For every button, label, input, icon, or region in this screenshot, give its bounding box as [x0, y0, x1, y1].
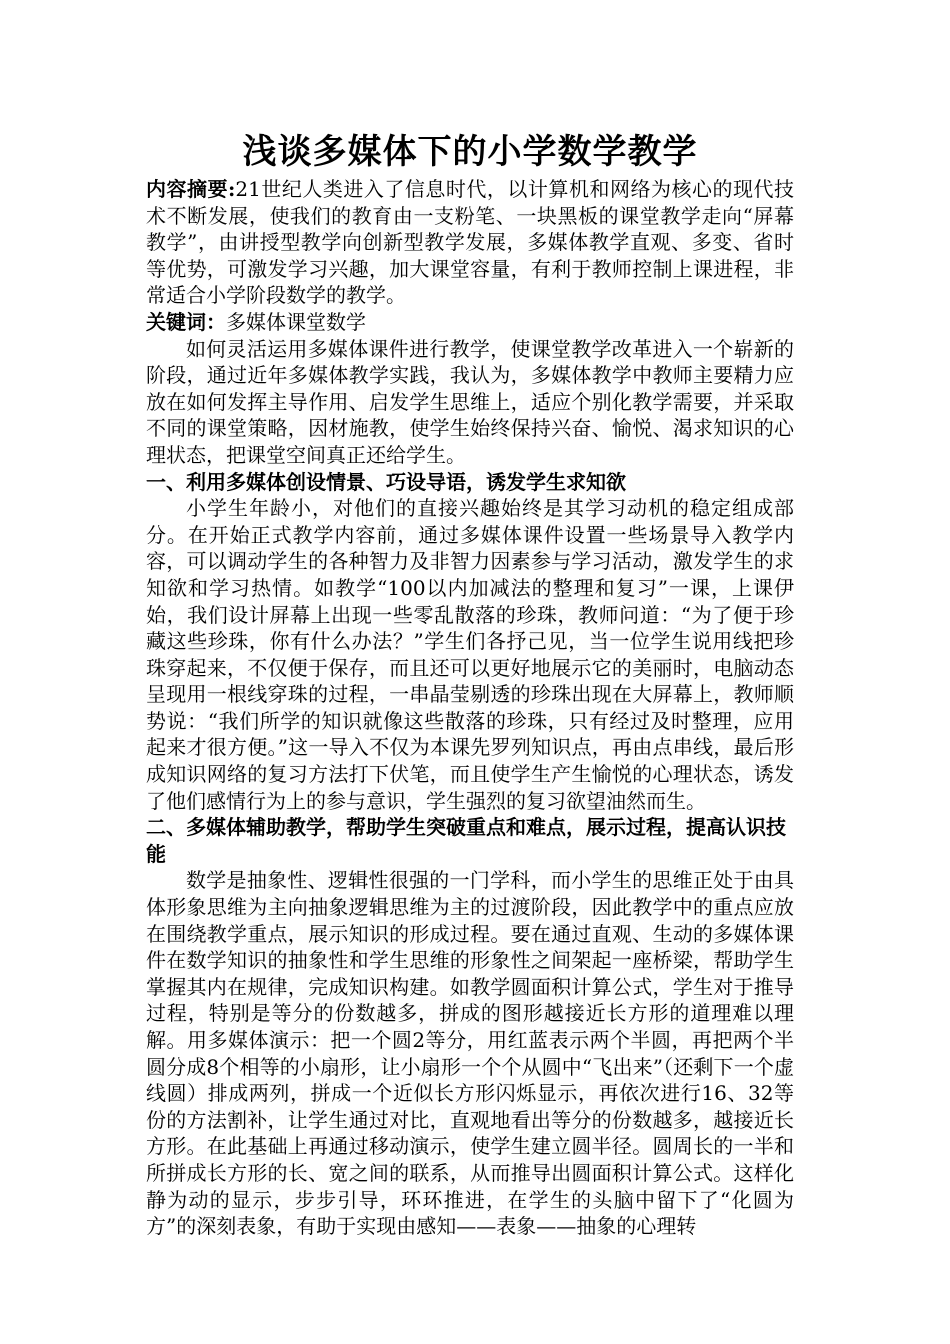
abstract-label: 内容摘要:: [146, 177, 236, 201]
section2-body: 数学是抽象性、逻辑性很强的一门学科，而小学生的思维正处于由具体形象思维为主向抽象逻辑思维为主的过渡阶段，因此教学中的重点应放在围绕教学重点，展示知识的形成过程。要在通过直观、生动的多媒体课件在数学知识的抽象性和学生思维的形象性之间架起一座桥梁，帮助学生掌握其内在规律，完成知识构建。如教学圆面积计算公式，学生对于推导过程，特别是等分的份数越多，拼成的图形越接近长方形的道理难以理解。用多媒体演示：把一个圆2等分，用红蓝表示两个半圆，再把两个半圆分成8个相等的小扇形，让小扇形一个个从圆中“飞出来”（还剩下一个虚线圆）排成两列，拼成一个近似长方形闪烁显示，再依次进行16、32等份的方法割补，让学生通过对比，直观地看出等分的份数越多，越接近长方形。在此基础上再通过移动演示，使学生建立圆半径。圆周长的一半和所拼成长方形的长、宽之间的联系，从而推导出圆面积计算公式。这样化静为动的显示，步步引导，环环推进，在学生的头脑中留下了“化圆为方”的深刻表象，有助于实现由感知——表象——抽象的心理转: [146, 868, 794, 1239]
section1-heading: 一、利用多媒体创设情景、巧设导语，诱发学生求知欲: [146, 469, 626, 494]
section2-heading: 二、多媒体辅助教学，帮助学生突破重点和难点，展示过程，提高认识技能: [146, 815, 786, 866]
keywords-paragraph: [146, 309, 794, 336]
abstract-text: 21世纪人类进入了信息时代，以计算机和网络为核心的现代技术不断发展，使我们的教育由一支粉笔、一块黑板的课堂教学走向“屏幕教学”，由讲授型教学向创新型教学发展，多媒体教学直观、多变、省时等优势，可激发学习兴趣，加大课堂容量，有利于教师控制上课进程，非常适合小学阶段数学的教学。: [146, 177, 794, 308]
document-page: [146, 128, 794, 1240]
keywords-text: 多媒体课堂数学: [226, 309, 366, 334]
intro-paragraph: 如何灵活运用多媒体课件进行教学，使课堂教学改革进入一个崭新的阶段，通过近年多媒体教学实践，我认为，多媒体教学中教师主要精力应放在如何发挥主导作用、启发学生思维上，适应个别化教学需要，并采取不同的课堂策略，因材施教，使学生始终保持兴奋、愉悦、渴求知识的心理状态，把课堂空间真正还给学生。: [146, 336, 794, 467]
keywords-label: 关键词：: [146, 309, 226, 334]
section1-body: 小学生年龄小，对他们的直接兴趣始终是其学习动机的稳定组成部分。在开始正式教学内容前，通过多媒体课件设置一些场景导入教学内容，可以调动学生的各种智力及非智力因素参与学习活动，激发学生的求知欲和学习热情。如教学“100以内加减法的整理和复习”一课，上课伊始，我们设计屏幕上出现一些零乱散落的珍珠，教师问道：“为了便于珍藏这些珍珠，你有什么办法？”学生们各抒己见，当一位学生说用线把珍珠穿起来，不仅便于保存，而且还可以更好地展示它的美丽时，电脑动态呈现用一根线穿珠的过程，一串晶莹剔透的珍珠出现在大屏幕上，教师顺势说：“我们所学的知识就像这些散落的珍珠，只有经过及时整理，应用起来才很方便。”这一导入不仅为本课先罗列知识点，再由点串线，最后形成知识网络的复习方法打下伏笔，而且使学生产生愉悦的心理状态，诱发了他们感情行为上的参与意识，学生强烈的复习欲望油然而生。: [146, 496, 794, 813]
document-title: 浅谈多媒体下的小学数学教学: [242, 132, 698, 172]
abstract-paragraph: [146, 176, 794, 309]
